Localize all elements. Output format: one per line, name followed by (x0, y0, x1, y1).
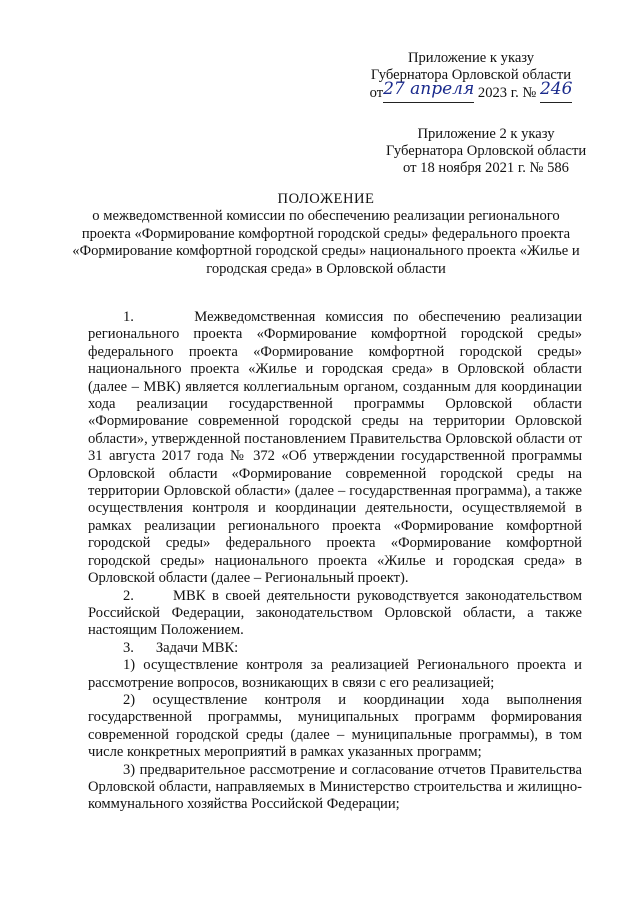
handwritten-number: 246 (539, 79, 573, 99)
date-prefix: от (369, 85, 384, 101)
paragraph-3: 3. Задачи МВК: (123, 639, 239, 656)
document-body (88, 309, 582, 814)
annex-year: 2023 г. № (477, 85, 537, 101)
handwritten-date-field (383, 79, 475, 102)
annex-line-2: Губернатора Орловской области (370, 67, 572, 83)
paragraph-2: 2. МВК в своей деятельности руководствуется законодательством Российской Федерации, законодательством Орловской области, а также настоящим Положением. (88, 587, 582, 639)
paragraph-task-2: 2) осуществление контроля и координации хода выполнения государственной программы, муниципальных программ формирования современной городской среды (далее – муниципальные программы), в том числе конкретных мероприятий в рамках указанных программ; (88, 691, 582, 761)
title-subtitle: о межведомственной комиссии по обеспечению реализации регионального проекта «Формирование комфортной городской среды» федерального проекта «Формирование комфортной городской среды» национального проекта «Жилье и городская среда» в Орловской области (72, 208, 580, 277)
annex-line-1: Приложение к указу (407, 50, 535, 66)
handwritten-number-field (539, 79, 573, 102)
annex-date-line (356, 79, 586, 102)
paragraph-task-3: 3) предварительное рассмотрение и согласование отчетов Правительства Орловской области, направляемых в Министерство строительства и жилищно-коммунального хозяйства Российской Федерации; (88, 761, 582, 813)
handwritten-date: 27 апреля (383, 79, 475, 99)
document-title (70, 191, 582, 278)
annex-header-original (386, 126, 586, 177)
annex2-line-2: Губернатора Орловской области (386, 143, 587, 159)
annex2-line-1: Приложение 2 к указу (417, 126, 555, 142)
annex2-line-3: от 18 ноября 2021 г. № 586 (403, 160, 569, 176)
paragraph-task-1: 1) осуществление контроля за реализацией Регионального проекта и рассмотрение вопросов, возникающих в связи с его реализацией; (88, 657, 582, 691)
paragraph-1: 1. Межведомственная комиссия по обеспечению реализации регионального проекта «Формирование комфортной городской среды» федерального проекта «Формирование комфортной городской среды» национального проекта «Жилье и городская среда» в Орловской области (далее – МВК) является коллегиальным органом, созданным для координации хода реализации государственной программы Орловской области «Формирование современной городской среды на территории Орловской области», утвержденной постановлением Правительства Орловской области от 31 августа 2017 года № 372 «Об утверждении государственной программы Орловской области «Формирование современной городской среды на территории Орловской области» (далее – государственная программа), а также осуществления контроля и координации деятельности, осуществляемой в рамках реализации регионального проекта «Формирование комфортной городской среды» федерального проекта «Формирование комфортной городской среды» национального проекта «Жилье и городская среда» в Орловской области (далее – Региональный проект). (88, 309, 582, 587)
title-heading: ПОЛОЖЕНИЕ (277, 191, 375, 207)
annex-header-current (356, 50, 586, 102)
